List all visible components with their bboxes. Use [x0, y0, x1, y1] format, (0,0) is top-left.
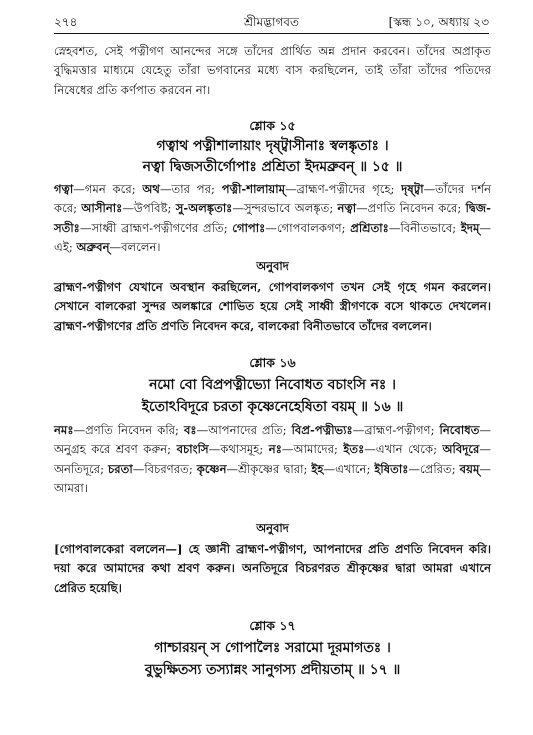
synonym-term: কৃষ্ণেন	[196, 461, 227, 476]
translation: [গোপবালকেরা বললেন—] হে জ্ঞানী ব্রাহ্মণ-পত্নীগণ, আপনাদের প্রতি প্রণতি নিবেদন করি। দয়া করে আমাদের কথা শ্রবণ করুন। অনতিদূরে বিচরণরত শ্রীকৃষ্ণের দ্বারা আমরা এখানে প্রেরিত হয়েছি।	[54, 542, 491, 595]
synonym-term: নত্বা	[337, 201, 357, 216]
synonym-term: ইহ	[311, 461, 324, 476]
header-rule	[54, 33, 489, 34]
synonym-term: বঃ	[183, 423, 197, 437]
synonym-meaning: —শ্রীকৃষ্ণের দ্বারা;	[226, 461, 312, 476]
opening-paragraph: স্নেহবশত, সেই পত্নীগণ আনন্দের সঙ্গে তাঁদের প্রার্থিত অন্ন প্রদান করবেন। তাঁদের অপ্রাকৃত বুদ্ধিমত্তার মাধ্যমে যেহেতু তাঁরা ভগবানের মধ্যে বাস করছিলেন, তাই তাঁরা তাঁদের পতিদের নিষেধের প্রতি কর্ণপাত করবেন না।	[54, 44, 491, 97]
synonym-meaning: —সাধ্বী ব্রাহ্মণ-পত্নীগণের প্রতি;	[79, 220, 233, 235]
sanskrit-line: ইতোঽবিদূরে চরতা কৃষ্ণেনেহেষিতা বয়ম্ ॥ ১৬ ॥	[141, 399, 404, 415]
sanskrit-line: গত্বাথ পত্নীশালায়াং দৃষ্ট্বাসীনাঃ স্বলঙ্কৃতাঃ ।	[156, 138, 389, 154]
sanskrit-line: নত্বা দ্বিজসতীর্গোপাঃ প্রশ্রিতা ইদমব্রুবন্ ॥ ১৫ ॥	[142, 159, 403, 175]
synonym-meaning: —এই;	[54, 220, 491, 254]
synonym-meaning: —এখানে;	[323, 461, 375, 476]
synonym-meaning: —ব্রাহ্মণ-পত্নীগণ;	[352, 423, 440, 437]
synonym-meaning: —উপবিষ্ট;	[122, 201, 176, 216]
synonym-term: নিবোধত	[439, 423, 480, 437]
synonym-meaning: —এখান থেকে;	[364, 442, 443, 457]
sanskrit-line: নমো বো বিপ্রপত্নীভ্যো নিবোধত বচাংসি নঃ ।	[149, 377, 396, 393]
sanskrit-line: গাশ্চারয়ন্ স গোপালৈঃ সরামো দূরমাগতঃ ।	[154, 640, 391, 656]
synonym-meaning: —অনুগ্রহ করে শ্রবণ করুন;	[54, 423, 492, 457]
synonym-term: চরতা	[108, 461, 133, 476]
synonym-term: অথ	[142, 182, 160, 196]
synonym-term: গোপাঃ	[232, 220, 266, 235]
verse-label: শ্লোক ১৫	[249, 118, 296, 133]
synonym-meaning: —আমরা।	[54, 461, 491, 495]
synonym-meaning: —বললেন।	[109, 239, 161, 254]
sanskrit-line: বুভুক্ষিতস্য তস্যান্নং সানুগস্য প্রদীয়তাম্ ॥ ১৭ ॥	[144, 662, 401, 678]
synonym-term: ইতঃ	[343, 442, 365, 457]
synonym-meaning: —গমন করে;	[73, 182, 143, 196]
synonym-meaning: —তাঁদের দর্শন করে;	[54, 182, 492, 216]
synonym-term: বচাংসি	[176, 442, 209, 457]
synonym-term: অবিদূরে	[442, 442, 480, 457]
synonym-term: সু-অলঙ্কৃতাঃ	[175, 201, 233, 216]
synonym-meaning: —আমাদের;	[281, 442, 344, 457]
synonym-term: ইষিতাঃ	[374, 461, 409, 476]
translation-heading: অনুবাদ	[256, 521, 289, 535]
verse-label: শ্লোক ১৭	[249, 618, 296, 633]
synonym-term: দৃষ্ট্বা	[401, 182, 424, 196]
synonym-meaning: —প্রেরিত;	[408, 461, 460, 476]
synonym-term: দ্বিজ-সতীঃ	[54, 201, 491, 235]
synonym-term: বয়ম্	[459, 461, 480, 476]
synonym-meaning: —তার পর;	[159, 182, 222, 196]
synonym-term: প্রশ্রিতাঃ	[350, 220, 389, 235]
synonym-term: ইদম্	[460, 220, 480, 235]
translation: ব্রাহ্মণ-পত্নীগণ যেখানে অবস্থান করছিলেন, গোপবালকগণ তখন সেই গৃহে গমন করলেন। সেখানে বালকেরা সুন্দর অলঙ্কারে শোভিত হয়ে সেই সাধ্বী স্ত্রীগণকে বসে থাকতে দেখলেন। ব্রাহ্মণ-পত্নীগণের প্রতি প্রণতি নিবেদন করে, বালকেরা বিনীতভাবে তাঁদের বললেন।	[54, 280, 491, 333]
synonym-meaning: —বিনীতভাবে;	[388, 220, 461, 235]
book-title: শ্রীমদ্ভাগবত	[243, 15, 299, 29]
translation-heading: অনুবাদ	[256, 259, 289, 273]
synonyms	[54, 421, 491, 498]
synonym-meaning: —সুন্দরভাবে অলঙ্কৃত;	[232, 201, 338, 216]
synonym-meaning: —ব্রাহ্মণ-পত্নীদের গৃহে;	[285, 182, 402, 196]
page-number: ২৭৪	[54, 15, 78, 29]
synonym-meaning: —গোপবালকগণ;	[265, 220, 351, 235]
page-header	[54, 14, 489, 32]
synonym-term: গত্বা	[54, 182, 74, 196]
synonym-meaning: —কথাসমূহ;	[208, 442, 269, 457]
synonym-term: অব্রুবন্	[76, 239, 110, 254]
synonym-term: নমঃ	[54, 423, 74, 437]
synonym-term: বিপ্র-পত্নীভ্যঃ	[291, 423, 353, 437]
synonym-term: নঃ	[268, 442, 282, 457]
synonym-meaning: —প্রণতি নিবেদন করি;	[73, 423, 184, 437]
synonym-term: পত্নী-শালায়াম্	[221, 182, 286, 196]
verse-label: শ্লোক ১৬	[249, 355, 296, 370]
chapter-reference: [স্কন্ধ ১০, অধ্যায় ২৩	[388, 15, 489, 29]
synonym-meaning: —অনতিদূরে;	[54, 442, 491, 476]
synonym-meaning: —বিচরণরত;	[132, 461, 197, 476]
synonym-meaning: —আপনাদের প্রতি;	[196, 423, 292, 437]
synonym-meaning: —প্রণতি নিবেদন করে;	[356, 201, 466, 216]
synonyms	[54, 180, 491, 257]
synonym-term: আসীনাঃ	[81, 201, 123, 216]
